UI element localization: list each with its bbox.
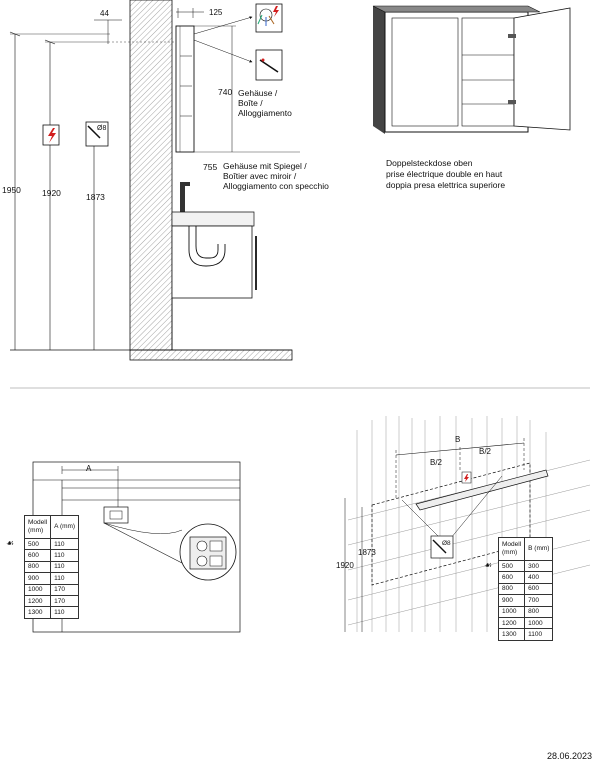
table-header-model-b: Modell (mm) [499,538,525,561]
wall-pointer-icon: ☙ [6,538,15,548]
table-cell-model: 800 [499,583,525,594]
drill-hole-icon [86,122,108,146]
dim-dia-front: Ø8 [442,540,451,547]
housing-mirror-label-de: Gehäuse mit Spiegel / [223,161,307,171]
dim-1920: 1920 [42,188,61,198]
dim-125: 125 [209,8,223,17]
washbasin [172,182,256,350]
table-row [499,595,553,606]
housing-mirror-label [223,161,329,191]
dim-1873: 1873 [86,192,105,202]
table-row [499,572,553,583]
cable-connection-icon [256,4,282,32]
floor [130,350,292,360]
dim-740: 740 [218,87,233,97]
dim-b2-right: B/2 [479,447,492,456]
table-row [25,539,79,550]
dim-44: 44 [100,9,109,18]
table-row [25,595,79,606]
table-cell-value: 110 [51,573,79,584]
table-header-model: Modell (mm) [25,516,51,539]
table-cell-value: 600 [525,583,553,594]
table-row [25,550,79,561]
dim-1920-front: 1920 [336,561,354,570]
cabinet-section [176,26,194,152]
table-cell-value: 170 [51,595,79,606]
dim-1873-front: 1873 [358,548,376,557]
table-header-b: B (mm) [525,538,553,561]
table-cell-model: 600 [25,550,51,561]
table-row [499,561,553,572]
dim-1950: 1950 [2,185,21,195]
table-row [499,629,553,640]
wall-pointer-icon-front: ☙ [484,560,493,570]
table-cell-value: 110 [51,561,79,572]
electrical-warning-icon [43,125,59,145]
table-cell-model: 1000 [25,584,51,595]
dim-b: B [455,435,461,444]
table-cell-model: 1300 [499,629,525,640]
table-cell-model: 800 [25,561,51,572]
dim-b2-left: B/2 [430,458,443,467]
table-cell-model: 900 [499,595,525,606]
table-row [499,606,553,617]
table-cell-model: 900 [25,573,51,584]
wall [130,0,172,350]
table-row [499,583,553,594]
model-a-table [24,515,79,619]
socket-label-it: doppia presa elettrica superiore [386,180,506,190]
table-cell-value: 700 [525,595,553,606]
housing-label-fr: Boîte / [238,98,263,108]
table-cell-value: 1000 [525,617,553,628]
socket-label-fr: prise électrique double en haut [386,169,503,179]
housing-mirror-label-it: Alloggiamento con specchio [223,181,329,191]
table-row [25,561,79,572]
table-row [25,584,79,595]
dim-a: A [86,464,92,473]
table-cell-value: 1100 [525,629,553,640]
table-cell-value: 110 [51,539,79,550]
table-cell-model: 1000 [499,606,525,617]
table-cell-value: 110 [51,607,79,618]
table-cell-value: 300 [525,561,553,572]
housing-mirror-label-fr: Boîtier avec miroir / [223,171,297,181]
dim-dia: Ø8 [97,125,107,132]
table-row [25,607,79,618]
mounting-rail [416,470,548,510]
table-row [25,573,79,584]
table-cell-value: 400 [525,572,553,583]
dim-755: 755 [203,162,218,172]
table-cell-value: 110 [51,550,79,561]
electrical-warning-icon-front [462,472,471,483]
table-cell-model: 1200 [499,617,525,628]
table-cell-model: 1300 [25,607,51,618]
housing-label-it: Alloggiamento [238,108,292,118]
table-cell-value: 170 [51,584,79,595]
table-cell-model: 1200 [25,595,51,606]
housing-label-de: Gehäuse / [238,88,278,98]
socket-label-de: Doppelsteckdose oben [386,158,473,168]
table-cell-model: 500 [499,561,525,572]
housing-label [238,88,292,118]
table-cell-value: 800 [525,606,553,617]
table-cell-model: 600 [499,572,525,583]
screw-mount-icon [256,50,282,80]
document-date: 28.06.2023 [546,751,592,761]
table-header-a: A (mm) [51,516,79,539]
table-cell-model: 500 [25,539,51,550]
double-socket-icon [180,524,236,580]
table-row [499,617,553,628]
model-b-table [498,537,553,641]
cabinet-isometric [373,6,570,134]
